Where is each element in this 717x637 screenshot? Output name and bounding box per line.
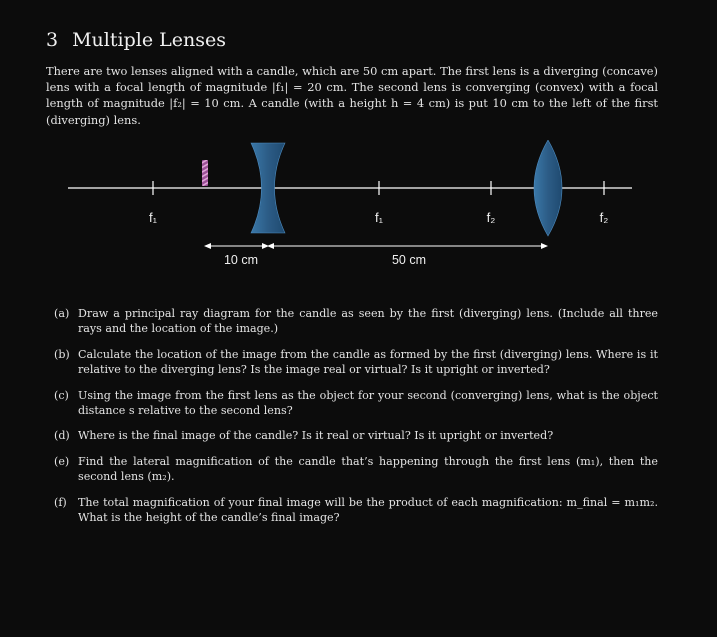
section-number: 3 <box>46 29 59 51</box>
section-title-text: Multiple Lenses <box>72 29 226 51</box>
question-label: (e) <box>54 454 70 468</box>
question-text: Find the lateral magnification of the candle that’s happening through the first lens (m₁), then the second lens (m₂). <box>78 454 658 484</box>
arrowhead <box>204 243 211 249</box>
question-label: (b) <box>54 347 70 361</box>
question-item <box>54 454 658 485</box>
question-label: (c) <box>54 388 69 402</box>
distance-label-10cm: 10 cm <box>223 253 259 267</box>
question-text: Draw a principal ray diagram for the candle as seen by the first (diverging) lens. (Include all three rays and the location of the image.) <box>78 307 658 336</box>
question-text: The total magnification of your final image will be the product of each magnification: m_final = m₁m₂. What is the height of the candle’s final image? <box>78 495 658 525</box>
question-label: (f) <box>54 495 67 509</box>
question-item <box>54 495 658 526</box>
focal-label-f1-right: f₁ <box>375 210 383 225</box>
distance-label-50cm: 50 cm <box>391 253 427 267</box>
question-item <box>54 306 658 337</box>
question-text: Calculate the location of the image from the candle as formed by the first (diverging) lens. Where is it relative to the diverging lens? Is the image real or virtual? Is it upright or inverted? <box>78 347 658 377</box>
question-item <box>54 388 658 419</box>
focal-label-f1-left: f₁ <box>149 210 157 225</box>
question-item <box>54 347 658 378</box>
arrowhead <box>541 243 548 249</box>
converging-lens <box>534 140 562 236</box>
question-list <box>54 306 658 535</box>
question-text: Where is the final image of the candle? Is it real or virtual? Is it upright or inverted? <box>78 429 554 443</box>
question-label: (d) <box>54 429 70 443</box>
question-label: (a) <box>54 307 70 320</box>
focal-label-f2-right: f₂ <box>599 210 609 225</box>
candle <box>202 160 208 186</box>
lens-diagram <box>0 140 717 275</box>
problem-intro: There are two lenses aligned with a candle, which are 50 cm apart. The first lens is a diverging (concave) lens with a focal length of magnitude |f₁| = 20 cm. The second lens is converging (convex) with a focal length of magnitude |f₂| = 10 cm. A candle (with a height h = 4 cm) is put 10 cm to the left of the first (diverging) lens. <box>46 64 658 127</box>
question-item <box>54 428 658 443</box>
question-text: Using the image from the first lens as the object for your second (converging) lens, what is the object distance s relative to the second lens? <box>78 388 658 418</box>
arrowhead <box>267 243 274 249</box>
focal-label-f2-left: f₂ <box>486 210 496 225</box>
section-title <box>46 29 226 51</box>
